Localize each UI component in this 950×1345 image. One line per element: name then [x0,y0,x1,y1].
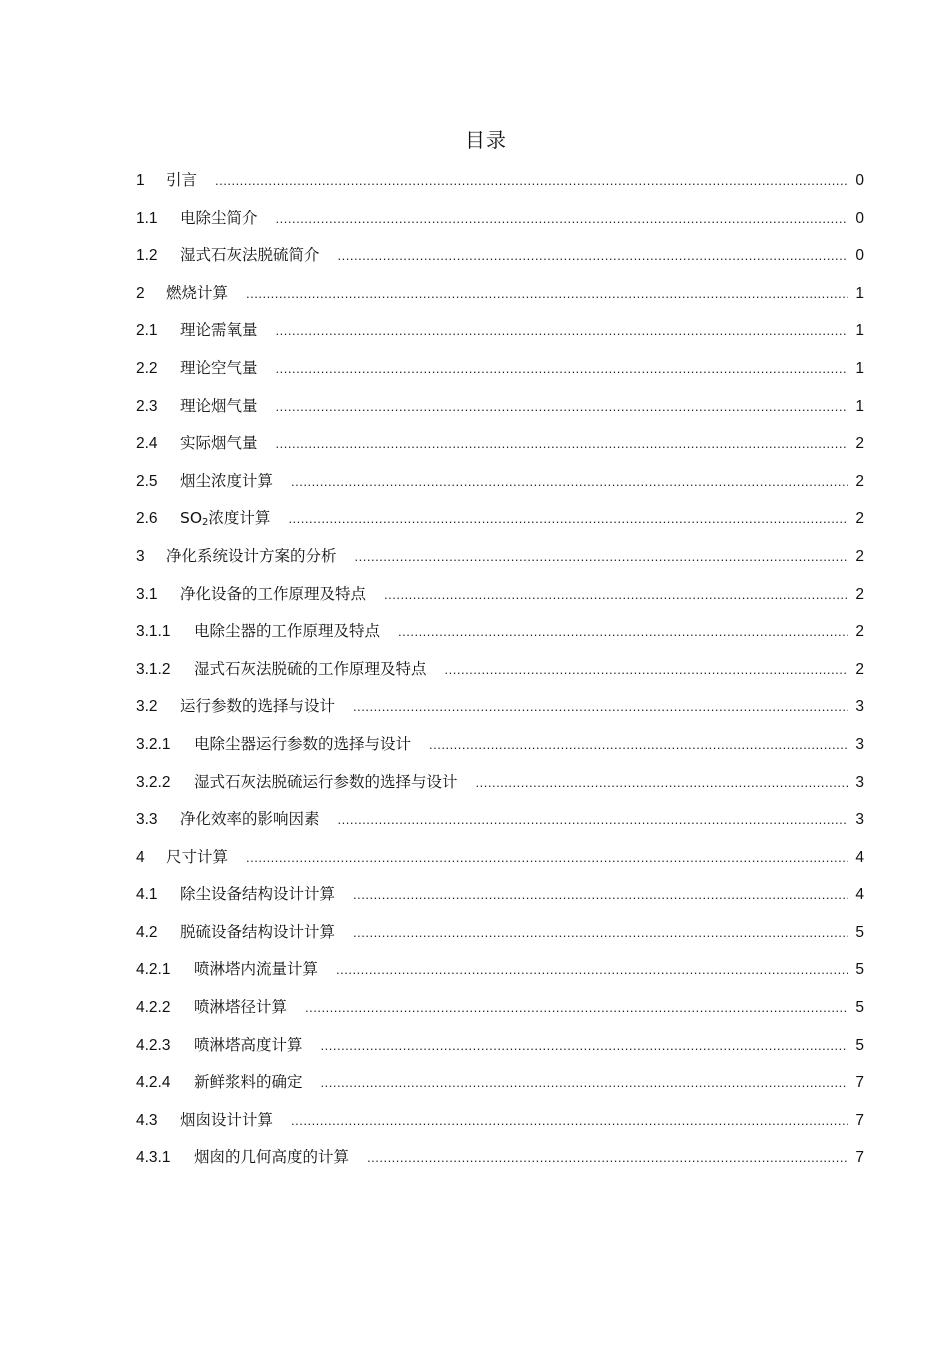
toc-entry-number: 3.1.1 [136,623,171,641]
toc-entry-title: 理论烟气量 [180,396,258,415]
toc-entry-page-number: 2 [855,510,864,528]
dot-leader [353,699,848,714]
toc-entry-title [180,506,278,528]
toc-entry-number: 2 [136,284,145,302]
toc-entry-title: 电除尘简介 [180,208,258,227]
toc-entry-title: 烟囱设计计算 [180,1110,274,1129]
dot-leader [321,1038,848,1053]
toc-entry-page-number: 1 [855,322,864,340]
toc-entry[interactable] [136,582,864,620]
toc-entry[interactable] [136,657,864,695]
toc-entry-page-number: 5 [855,923,864,941]
toc-entry-title: 实际烟气量 [180,434,258,453]
toc-entry-title: 喷淋塔内流量计算 [194,960,319,979]
toc-entry[interactable] [136,318,864,356]
toc-entry-number: 3.2.1 [136,735,171,753]
toc-entry-page-number: 1 [855,284,864,302]
toc-entry[interactable] [136,694,864,732]
toc-entry-number: 3.1.2 [136,660,171,678]
toc-entry[interactable] [136,506,864,544]
toc-entry-number: 4.2.4 [136,1074,171,1092]
dot-leader [276,323,848,338]
toc-entry-number: 4 [136,848,145,866]
toc-entry-number: 3.3 [136,811,158,829]
toc-entry[interactable] [136,920,864,958]
toc-entry-page-number: 1 [855,397,864,415]
toc-entry-page-number: 2 [855,660,864,678]
toc-entry-title: 净化效率的影响因素 [180,810,320,829]
toc-entry-page-number: 5 [855,999,864,1017]
toc-entry[interactable] [136,845,864,883]
toc-entry[interactable] [136,619,864,657]
toc-entry[interactable] [136,1108,864,1146]
dot-leader [321,1075,848,1090]
table-of-contents [136,168,864,1183]
dot-leader [276,436,848,451]
toc-entry-title: 喷淋塔高度计算 [194,1035,303,1054]
dot-leader [353,887,848,902]
toc-entry-page-number: 3 [855,698,864,716]
toc-entry-title: 除尘设备结构设计计算 [180,885,336,904]
toc-entry-page-number: 0 [855,247,864,265]
dot-leader [291,474,848,489]
toc-entry[interactable] [136,281,864,319]
dot-leader [288,511,848,526]
toc-entry[interactable] [136,431,864,469]
dot-leader [384,587,848,602]
toc-entry-number: 2.6 [136,510,158,528]
dot-leader [338,248,848,263]
dot-leader [336,962,848,977]
toc-entry[interactable] [136,206,864,244]
toc-entry-number: 2.1 [136,322,158,340]
dot-leader [305,1000,848,1015]
toc-entry[interactable] [136,995,864,1033]
toc-entry-title: 脱硫设备结构设计计算 [180,922,336,941]
toc-entry-number: 2.2 [136,359,158,377]
toc-entry-number: 4.3.1 [136,1149,171,1167]
dot-leader [276,211,848,226]
dot-leader [367,1150,848,1165]
toc-entry-title: 引言 [166,171,198,189]
toc-entry-title: 烟尘浓度计算 [180,471,274,490]
toc-entry-page-number: 3 [855,773,864,791]
toc-entry[interactable] [136,1070,864,1108]
toc-entry-title: 烟囱的几何高度的计算 [194,1148,350,1167]
toc-entry[interactable] [136,356,864,394]
toc-entry-title: 电除尘器的工作原理及特点 [194,622,381,641]
toc-entry-number: 3.1 [136,585,158,603]
toc-entry-title-subscript: 2 [202,517,209,529]
toc-entry-page-number: 2 [855,547,864,565]
toc-entry[interactable] [136,1033,864,1071]
toc-entry-title: 湿式石灰法脱硫简介 [180,246,320,265]
dot-leader [355,549,848,564]
toc-entry-title: 理论需氧量 [180,321,258,340]
toc-entry-number: 1.1 [136,209,158,227]
toc-entry-number: 3.2.2 [136,773,171,791]
dot-leader [476,775,848,790]
toc-entry-page-number: 4 [855,848,864,866]
toc-entry-title-prefix: SO [180,509,203,528]
toc-entry-number: 2.4 [136,435,158,453]
toc-entry-number: 2.3 [136,397,158,415]
dot-leader [246,286,848,301]
dot-leader [445,662,848,677]
toc-entry-number: 3 [136,547,145,565]
toc-entry[interactable] [136,243,864,281]
toc-entry-page-number: 5 [855,1036,864,1054]
toc-entry-number: 3.2 [136,698,158,716]
toc-entry-title: 新鲜浆料的确定 [194,1073,303,1092]
toc-entry[interactable] [136,732,864,770]
toc-entry[interactable] [136,168,864,206]
toc-entry-page-number: 4 [855,886,864,904]
toc-entry-page-number: 0 [855,209,864,227]
toc-entry-title: 电除尘器运行参数的选择与设计 [194,734,412,753]
dot-leader [276,361,848,376]
dot-leader [429,737,848,752]
toc-entry-title: 净化设备的工作原理及特点 [180,584,367,603]
toc-entry[interactable] [136,544,864,582]
toc-entry-number: 1.2 [136,247,158,265]
toc-entry-title: 燃烧计算 [166,283,229,302]
toc-entry[interactable] [136,1145,864,1183]
toc-entry-number: 4.2.1 [136,961,171,979]
dot-leader [353,925,848,940]
toc-entry-page-number: 7 [855,1149,864,1167]
dot-leader [291,1113,848,1128]
toc-entry-title: 尺寸计算 [166,847,229,866]
toc-entry-number: 4.3 [136,1111,158,1129]
toc-entry-number: 4.2.2 [136,999,171,1017]
toc-entry-number: 4.2.3 [136,1036,171,1054]
toc-entry-title: 净化系统设计方案的分析 [166,546,337,565]
toc-entry[interactable] [136,882,864,920]
dot-leader [398,624,848,639]
toc-entry[interactable] [136,957,864,995]
toc-entry-title: 喷淋塔径计算 [194,998,288,1017]
toc-entry-page-number: 7 [855,1111,864,1129]
dot-leader [338,812,848,827]
toc-entry[interactable] [136,469,864,507]
toc-entry-title: 湿式石灰法脱硫的工作原理及特点 [194,659,427,678]
toc-entry[interactable] [136,394,864,432]
toc-entry-page-number: 2 [855,623,864,641]
toc-entry-number: 4.2 [136,923,158,941]
dot-leader [246,850,848,865]
toc-entry-title-main: 浓度计算 [208,509,271,528]
toc-entry-number: 1 [136,172,145,189]
toc-entry-page-number: 3 [855,735,864,753]
toc-entry-page-number: 1 [855,359,864,377]
toc-entry-page-number: 7 [855,1074,864,1092]
toc-entry-number: 2.5 [136,472,158,490]
toc-entry-title: 运行参数的选择与设计 [180,697,336,716]
toc-entry-title: 理论空气量 [180,358,258,377]
toc-entry-number: 4.1 [136,886,158,904]
toc-entry-page-number: 2 [855,472,864,490]
toc-entry[interactable] [136,770,864,808]
toc-entry-title: 湿式石灰法脱硫运行参数的选择与设计 [194,772,458,791]
dot-leader [276,399,848,414]
page-title: 目录 [465,128,507,152]
toc-entry[interactable] [136,807,864,845]
dot-leader [215,173,848,188]
toc-entry-page-number: 2 [855,435,864,453]
toc-entry-page-number: 2 [855,585,864,603]
toc-entry-page-number: 0 [855,172,864,189]
toc-entry-page-number: 3 [855,811,864,829]
toc-entry-page-number: 5 [855,961,864,979]
